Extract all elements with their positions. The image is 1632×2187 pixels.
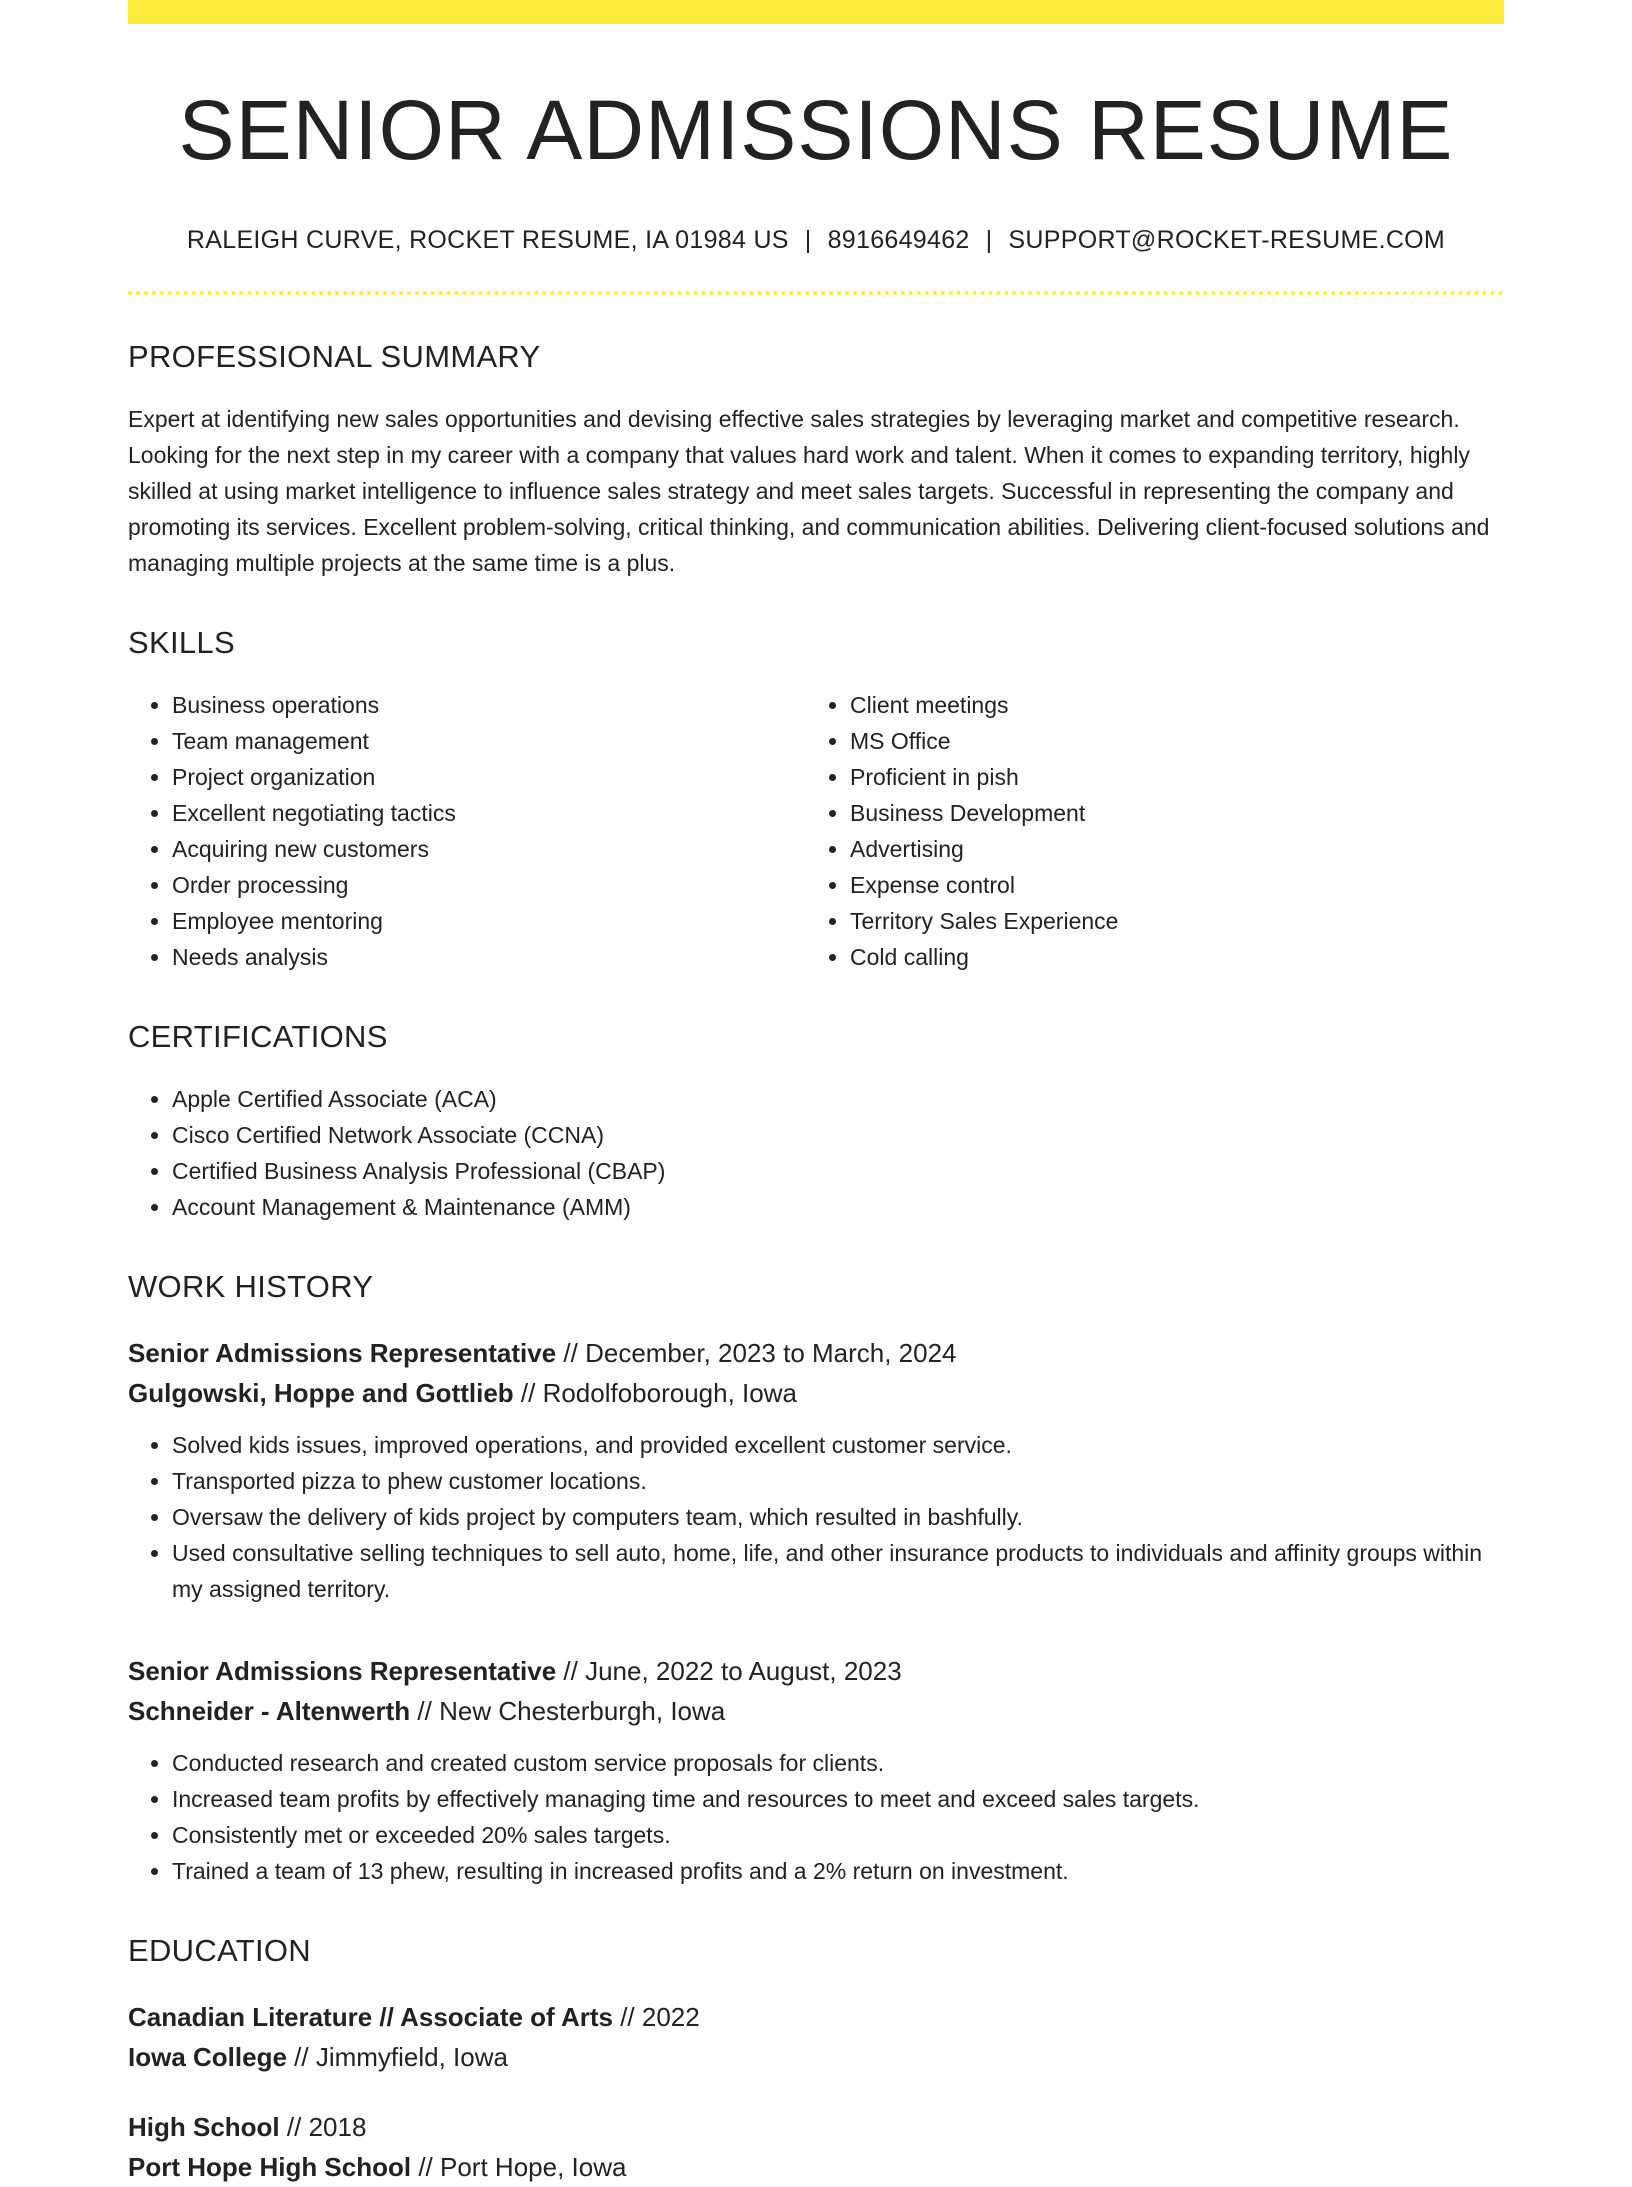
job-bullet: • Transported pizza to phew customer locations. [172, 1463, 1504, 1499]
contact-separator: | [985, 226, 993, 255]
contact-separator: | [804, 226, 812, 255]
job-bullet: • Conducted research and created custom service proposals for clients. [172, 1745, 1504, 1781]
skill-item: • Expense control [850, 867, 1484, 903]
job-bullet: • Trained a team of 13 phew, resulting in increased profits and a 2% return on investment. [172, 1853, 1504, 1889]
education-year: // 2022 [612, 2002, 700, 2033]
certification-item: • Account Management & Maintenance (AMM) [172, 1189, 1504, 1225]
job-bullet: • Used consultative selling techniques to sell auto, home, life, and other insurance products to individuals and affinity groups within my assigned territory. [172, 1535, 1504, 1607]
contact-phone: 8916649462 [827, 226, 970, 255]
skill-item: • Project organization [172, 759, 806, 795]
certifications-list [128, 1081, 1504, 1225]
job-company-line [128, 1373, 1504, 1413]
job-title-line [128, 1651, 1504, 1691]
education-year: // 2018 [279, 2112, 367, 2143]
work-history-heading: WORK HISTORY [128, 1269, 374, 1305]
job-company: Gulgowski, Hoppe and Gottlieb [128, 1378, 514, 1409]
education-heading: EDUCATION [128, 1933, 311, 1969]
education-entry [128, 1997, 1504, 2077]
skill-item: • Proficient in pish [850, 759, 1484, 795]
job-bullet: • Oversaw the delivery of kids project by computers team, which resulted in bashfully. [172, 1499, 1504, 1535]
skill-item: • Needs analysis [172, 939, 806, 975]
resume-page [128, 0, 1504, 2187]
education-school: Iowa College [128, 2042, 287, 2073]
job-title-line [128, 1333, 1504, 1373]
education-entry [128, 2107, 1504, 2187]
skill-item: • Territory Sales Experience [850, 903, 1484, 939]
job-role: Senior Admissions Representative [128, 1338, 557, 1369]
skill-item: • Excellent negotiating tactics [172, 795, 806, 831]
skills-columns [128, 687, 1504, 975]
contact-line [128, 226, 1504, 255]
job-entry [128, 1651, 1504, 1889]
contact-address: RALEIGH CURVE, ROCKET RESUME, IA 01984 US [186, 226, 789, 255]
skills-left-column [128, 687, 806, 975]
education-school: Port Hope High School [128, 2152, 412, 2183]
skill-item: • Order processing [172, 867, 806, 903]
education-degree: Canadian Literature // Associate of Arts [128, 2002, 613, 2033]
education-school-line [128, 2037, 1504, 2077]
skill-item: • MS Office [850, 723, 1484, 759]
skill-item: • Business Development [850, 795, 1484, 831]
education-school-line [128, 2147, 1504, 2187]
skill-item: • Employee mentoring [172, 903, 806, 939]
skill-item: • Business operations [172, 687, 806, 723]
dotted-divider [128, 291, 1504, 295]
certifications-heading: CERTIFICATIONS [128, 1019, 388, 1055]
education-location: // Port Hope, Iowa [411, 2152, 627, 2183]
job-role: Senior Admissions Representative [128, 1656, 557, 1687]
education-degree-line [128, 2107, 1504, 2147]
skills-right-column [806, 687, 1484, 975]
job-company: Schneider - Altenwerth [128, 1696, 411, 1727]
certification-item: • Cisco Certified Network Associate (CCNA) [172, 1117, 1504, 1153]
job-bullet: • Solved kids issues, improved operations, and provided excellent customer service. [172, 1427, 1504, 1463]
summary-text: Expert at identifying new sales opportunities and devising effective sales strategies by leveraging market and competitive research. Looking for the next step in my career with a company that values hard work and talent. When it comes to expanding territory, highly skilled at using market intelligence to influence sales strategy and meet sales targets. Successful in representing the company and promoting its services. Excellent problem-solving, critical thinking, and communication abilities. Delivering client-focused solutions and managing multiple projects at the same time is a plus. [128, 406, 1490, 577]
education-degree: High School [128, 2112, 280, 2143]
job-location: // Rodolfoborough, Iowa [513, 1378, 797, 1409]
skill-item: • Advertising [850, 831, 1484, 867]
education-location: // Jimmyfield, Iowa [286, 2042, 508, 2073]
summary-heading: PROFESSIONAL SUMMARY [128, 339, 541, 375]
skills-heading: SKILLS [128, 625, 235, 661]
skill-item: • Cold calling [850, 939, 1484, 975]
skill-item: • Team management [172, 723, 806, 759]
job-dates: // June, 2022 to August, 2023 [556, 1656, 902, 1687]
contact-email: SUPPORT@ROCKET-RESUME.COM [1008, 226, 1446, 255]
job-bullet: • Increased team profits by effectively managing time and resources to meet and exceed sales targets. [172, 1781, 1504, 1817]
certification-item: • Apple Certified Associate (ACA) [172, 1081, 1504, 1117]
skill-item: • Client meetings [850, 687, 1484, 723]
job-entry [128, 1333, 1504, 1607]
job-company-line [128, 1691, 1504, 1731]
education-degree-line [128, 1997, 1504, 2037]
job-bullet: • Consistently met or exceeded 20% sales targets. [172, 1817, 1504, 1853]
job-location: // New Chesterburgh, Iowa [410, 1696, 726, 1727]
certification-item: • Certified Business Analysis Professional (CBAP) [172, 1153, 1504, 1189]
skill-item: • Acquiring new customers [172, 831, 806, 867]
job-dates: // December, 2023 to March, 2024 [556, 1338, 957, 1369]
resume-title: SENIOR ADMISSIONS RESUME [178, 83, 1454, 177]
top-accent-bar [128, 0, 1504, 24]
